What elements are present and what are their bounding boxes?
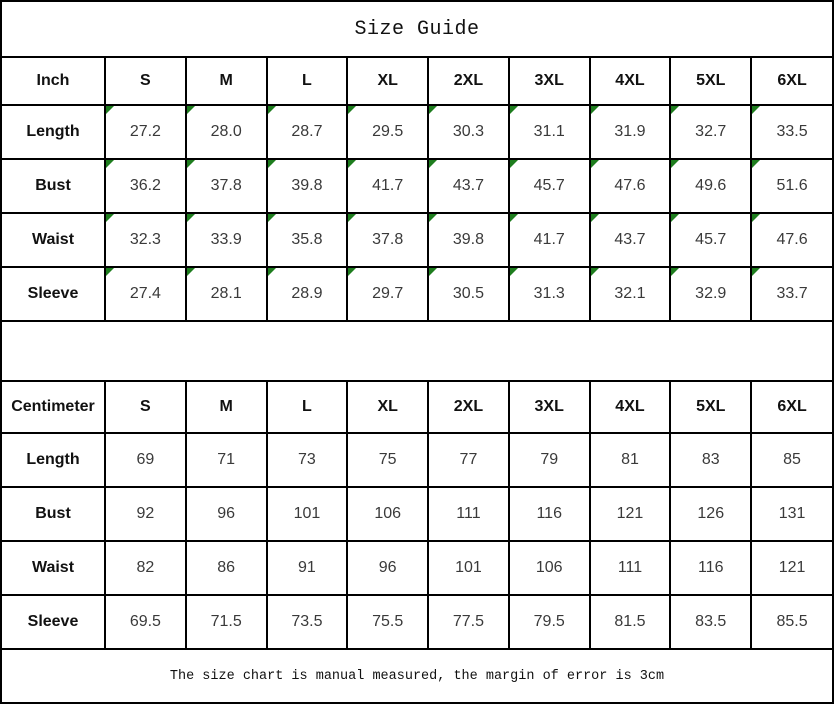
- size-column-header: XL: [347, 381, 428, 433]
- cell-flag-triangle-icon: [752, 160, 760, 168]
- inch-size-table: [2, 56, 832, 322]
- cell-flag-triangle-icon: [752, 268, 760, 276]
- size-value-cell: 41.7: [509, 213, 590, 267]
- size-value-cell: 30.3: [428, 105, 509, 159]
- spacer-row: [2, 322, 832, 380]
- cell-flag-triangle-icon: [429, 160, 437, 168]
- cell-flag-triangle-icon: [268, 214, 276, 222]
- cell-flag-triangle-icon: [591, 160, 599, 168]
- size-column-header: 2XL: [428, 381, 509, 433]
- size-value-cell: 32.7: [670, 105, 751, 159]
- cell-flag-triangle-icon: [671, 268, 679, 276]
- size-value-cell: 69: [105, 433, 186, 487]
- measure-row-label: Bust: [2, 487, 105, 541]
- table-row: [2, 267, 832, 321]
- size-value-cell: 43.7: [428, 159, 509, 213]
- size-value-cell: 83: [670, 433, 751, 487]
- cell-flag-triangle-icon: [591, 268, 599, 276]
- table-row: [2, 433, 832, 487]
- size-value-cell: 79.5: [509, 595, 590, 649]
- size-column-header: 6XL: [751, 57, 832, 105]
- cell-flag-triangle-icon: [106, 214, 114, 222]
- cell-flag-triangle-icon: [268, 268, 276, 276]
- cell-flag-triangle-icon: [348, 214, 356, 222]
- size-value-cell: 111: [590, 541, 671, 595]
- cell-flag-triangle-icon: [510, 160, 518, 168]
- size-value-cell: 83.5: [670, 595, 751, 649]
- size-column-header: 4XL: [590, 57, 671, 105]
- size-value-cell: 92: [105, 487, 186, 541]
- size-value-cell: 96: [347, 541, 428, 595]
- size-value-cell: 45.7: [670, 213, 751, 267]
- table-row: [2, 595, 832, 649]
- footer-note: [2, 650, 832, 702]
- size-value-cell: 31.3: [509, 267, 590, 321]
- cell-flag-triangle-icon: [106, 160, 114, 168]
- cell-flag-triangle-icon: [429, 214, 437, 222]
- size-value-cell: 85: [751, 433, 832, 487]
- size-value-cell: 86: [186, 541, 267, 595]
- size-value-cell: 47.6: [590, 159, 671, 213]
- cell-flag-triangle-icon: [106, 268, 114, 276]
- size-column-header: XL: [347, 57, 428, 105]
- size-value-cell: 81.5: [590, 595, 671, 649]
- size-column-header: M: [186, 381, 267, 433]
- size-value-cell: 71: [186, 433, 267, 487]
- size-value-cell: 43.7: [590, 213, 671, 267]
- centimeter-table-header: [2, 381, 832, 433]
- size-value-cell: 106: [509, 541, 590, 595]
- cell-flag-triangle-icon: [106, 106, 114, 114]
- size-value-cell: 82: [105, 541, 186, 595]
- cell-flag-triangle-icon: [348, 160, 356, 168]
- size-column-header: 5XL: [670, 381, 751, 433]
- size-column-header: L: [267, 57, 348, 105]
- measure-row-label: Length: [2, 433, 105, 487]
- unit-header: Centimeter: [2, 381, 105, 433]
- size-value-cell: 39.8: [267, 159, 348, 213]
- size-value-cell: 77: [428, 433, 509, 487]
- footer-note-text: The size chart is manual measured, the margin of error is 3cm: [169, 668, 665, 684]
- cell-flag-triangle-icon: [671, 214, 679, 222]
- size-value-cell: 96: [186, 487, 267, 541]
- size-value-cell: 106: [347, 487, 428, 541]
- size-value-cell: 77.5: [428, 595, 509, 649]
- table-row: [2, 213, 832, 267]
- cell-flag-triangle-icon: [187, 214, 195, 222]
- size-value-cell: 116: [670, 541, 751, 595]
- page-title-text: Size Guide: [354, 17, 480, 41]
- cell-flag-triangle-icon: [187, 106, 195, 114]
- size-value-cell: 101: [267, 487, 348, 541]
- cell-flag-triangle-icon: [752, 214, 760, 222]
- size-column-header: S: [105, 57, 186, 105]
- table-row: [2, 487, 832, 541]
- size-value-cell: 116: [509, 487, 590, 541]
- size-value-cell: 91: [267, 541, 348, 595]
- centimeter-size-table: [2, 380, 832, 650]
- size-column-header: S: [105, 381, 186, 433]
- size-value-cell: 33.5: [751, 105, 832, 159]
- header-row: [2, 57, 832, 105]
- size-value-cell: 27.4: [105, 267, 186, 321]
- cell-flag-triangle-icon: [752, 106, 760, 114]
- cell-flag-triangle-icon: [510, 214, 518, 222]
- size-value-cell: 101: [428, 541, 509, 595]
- size-value-cell: 33.7: [751, 267, 832, 321]
- cell-flag-triangle-icon: [187, 160, 195, 168]
- size-value-cell: 28.9: [267, 267, 348, 321]
- size-value-cell: 39.8: [428, 213, 509, 267]
- size-value-cell: 28.7: [267, 105, 348, 159]
- size-value-cell: 111: [428, 487, 509, 541]
- size-value-cell: 73: [267, 433, 348, 487]
- header-row: [2, 381, 832, 433]
- size-column-header: M: [186, 57, 267, 105]
- inch-table-body: [2, 105, 832, 321]
- measure-row-label: Waist: [2, 541, 105, 595]
- size-value-cell: 85.5: [751, 595, 832, 649]
- size-value-cell: 47.6: [751, 213, 832, 267]
- size-value-cell: 31.1: [509, 105, 590, 159]
- size-value-cell: 75.5: [347, 595, 428, 649]
- size-column-header: 3XL: [509, 381, 590, 433]
- cell-flag-triangle-icon: [591, 214, 599, 222]
- cell-flag-triangle-icon: [429, 106, 437, 114]
- size-value-cell: 69.5: [105, 595, 186, 649]
- size-value-cell: 121: [590, 487, 671, 541]
- inch-table-header: [2, 57, 832, 105]
- cell-flag-triangle-icon: [348, 106, 356, 114]
- measure-row-label: Sleeve: [2, 595, 105, 649]
- cell-flag-triangle-icon: [510, 268, 518, 276]
- size-value-cell: 32.9: [670, 267, 751, 321]
- size-value-cell: 37.8: [347, 213, 428, 267]
- size-column-header: L: [267, 381, 348, 433]
- size-column-header: 5XL: [670, 57, 751, 105]
- size-column-header: 3XL: [509, 57, 590, 105]
- size-value-cell: 75: [347, 433, 428, 487]
- cell-flag-triangle-icon: [671, 106, 679, 114]
- size-value-cell: 28.1: [186, 267, 267, 321]
- cell-flag-triangle-icon: [187, 268, 195, 276]
- size-value-cell: 121: [751, 541, 832, 595]
- size-value-cell: 131: [751, 487, 832, 541]
- size-value-cell: 36.2: [105, 159, 186, 213]
- size-value-cell: 32.1: [590, 267, 671, 321]
- size-value-cell: 30.5: [428, 267, 509, 321]
- cell-flag-triangle-icon: [591, 106, 599, 114]
- size-column-header: 2XL: [428, 57, 509, 105]
- size-value-cell: 35.8: [267, 213, 348, 267]
- cell-flag-triangle-icon: [510, 106, 518, 114]
- size-value-cell: 29.7: [347, 267, 428, 321]
- cell-flag-triangle-icon: [671, 160, 679, 168]
- size-value-cell: 51.6: [751, 159, 832, 213]
- cell-flag-triangle-icon: [429, 268, 437, 276]
- size-value-cell: 41.7: [347, 159, 428, 213]
- size-value-cell: 45.7: [509, 159, 590, 213]
- measure-row-label: Bust: [2, 159, 105, 213]
- size-value-cell: 81: [590, 433, 671, 487]
- page-title: [2, 2, 832, 56]
- size-column-header: 4XL: [590, 381, 671, 433]
- centimeter-table-body: [2, 433, 832, 649]
- table-row: [2, 105, 832, 159]
- measure-row-label: Length: [2, 105, 105, 159]
- size-column-header: 6XL: [751, 381, 832, 433]
- size-value-cell: 32.3: [105, 213, 186, 267]
- size-value-cell: 29.5: [347, 105, 428, 159]
- table-row: [2, 541, 832, 595]
- cell-flag-triangle-icon: [268, 106, 276, 114]
- cell-flag-triangle-icon: [348, 268, 356, 276]
- table-row: [2, 159, 832, 213]
- measure-row-label: Sleeve: [2, 267, 105, 321]
- size-value-cell: 49.6: [670, 159, 751, 213]
- size-value-cell: 33.9: [186, 213, 267, 267]
- size-value-cell: 28.0: [186, 105, 267, 159]
- measure-row-label: Waist: [2, 213, 105, 267]
- size-value-cell: 37.8: [186, 159, 267, 213]
- unit-header: Inch: [2, 57, 105, 105]
- size-value-cell: 27.2: [105, 105, 186, 159]
- size-value-cell: 31.9: [590, 105, 671, 159]
- size-value-cell: 79: [509, 433, 590, 487]
- cell-flag-triangle-icon: [268, 160, 276, 168]
- size-value-cell: 126: [670, 487, 751, 541]
- size-value-cell: 73.5: [267, 595, 348, 649]
- size-value-cell: 71.5: [186, 595, 267, 649]
